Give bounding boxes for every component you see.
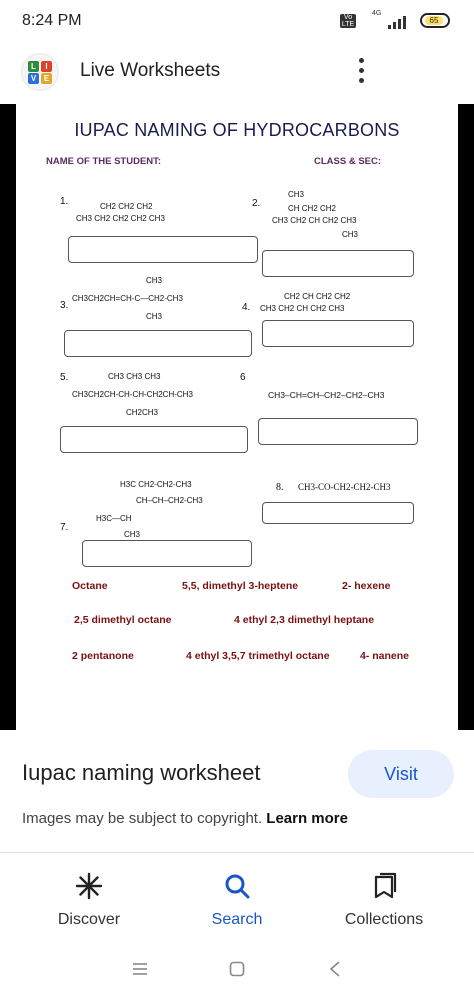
student-name-label: NAME OF THE STUDENT: <box>46 156 162 167</box>
battery-level: 65 <box>425 16 443 25</box>
asterisk-icon <box>75 872 103 900</box>
nav-collections[interactable] <box>324 872 444 929</box>
answer-box-3[interactable] <box>64 330 252 357</box>
image-viewer[interactable] <box>0 104 474 730</box>
signal-icon <box>388 15 414 29</box>
formula-line: CH3 <box>288 190 305 199</box>
answer-box-2[interactable] <box>262 250 414 277</box>
back-icon[interactable] <box>329 961 341 977</box>
question-number: 7. <box>60 522 69 533</box>
answer-box-8[interactable] <box>262 502 414 524</box>
nav-search[interactable] <box>177 872 297 929</box>
formula-line: H3C CH2-CH2-CH3 <box>120 480 192 489</box>
image-caption[interactable]: Iupac naming worksheet <box>22 760 261 785</box>
worksheet-title: IUPAC NAMING OF HYDROCARBONS <box>74 120 400 140</box>
logo-letter: V <box>28 73 39 84</box>
worksheet-image <box>16 104 458 730</box>
formula-line: CH2CH3 <box>126 408 159 417</box>
battery-icon <box>420 13 450 28</box>
answer-option[interactable]: Octane <box>72 580 108 592</box>
collections-icon <box>370 872 398 900</box>
question-number: 1. <box>60 196 69 207</box>
recent-apps-icon[interactable] <box>132 962 148 976</box>
learn-more-link[interactable]: Learn more <box>266 810 348 827</box>
formula-line: H3C—CH <box>96 514 132 523</box>
nav-label: Search <box>211 911 263 928</box>
search-icon <box>223 872 251 900</box>
question-number: 5. <box>60 372 69 383</box>
liveworksheets-logo[interactable] <box>22 54 58 90</box>
divider <box>0 852 474 853</box>
question-number: 4. <box>242 302 251 313</box>
formula-line: CH3 <box>146 276 163 285</box>
answer-box-1[interactable] <box>68 236 258 263</box>
bottom-navigation <box>0 862 474 932</box>
logo-letter: I <box>41 61 52 72</box>
formula-line: CH3 <box>342 230 359 239</box>
answer-option[interactable]: 2,5 dimethyl octane <box>74 614 172 626</box>
answer-box-5[interactable] <box>60 426 248 453</box>
answer-option[interactable]: 5,5, dimethyl 3-heptene <box>182 580 299 592</box>
question-number: 6 <box>240 372 246 383</box>
logo-letter: E <box>41 73 52 84</box>
formula-line: CH2 CH CH2 CH2 <box>284 292 351 301</box>
answer-option[interactable]: 2- hexene <box>342 580 391 592</box>
formula-line: CH CH2 CH2 <box>288 204 337 213</box>
formula-line: CH3 CH2 CH CH2 CH3 <box>260 304 345 313</box>
site-title[interactable]: Live Worksheets <box>80 60 221 81</box>
formula-line: CH3-CO-CH2-CH2-CH3 <box>298 482 391 492</box>
answer-option[interactable]: 4 ethyl 2,3 dimethyl heptane <box>234 614 375 626</box>
more-options-icon[interactable] <box>354 56 370 86</box>
formula-line: CH3 CH2 CH CH2 CH3 <box>272 216 357 225</box>
answer-box-6[interactable] <box>258 418 418 445</box>
answer-option[interactable]: 4 ethyl 3,5,7 trimethyl octane <box>186 650 330 662</box>
formula-line: CH3CH2CH-CH-CH-CH2CH-CH3 <box>72 390 193 399</box>
answer-box-7[interactable] <box>82 540 252 567</box>
logo-letter: L <box>28 61 39 72</box>
nav-label: Collections <box>344 911 424 928</box>
class-sec-label: CLASS & SEC: <box>314 156 382 167</box>
app-header <box>0 44 474 100</box>
system-navigation-bar <box>0 946 474 1000</box>
answer-option[interactable]: 2 pentanone <box>72 650 134 662</box>
formula-line: CH3CH2CH=CH-C—CH2-CH3 <box>72 294 183 303</box>
status-time: 8:24 PM <box>22 12 82 29</box>
formula-line: CH3 CH2 CH2 CH2 CH3 <box>76 214 165 223</box>
formula-line: CH–CH–CH2-CH3 <box>136 496 203 505</box>
formula-line: CH3 <box>146 312 163 321</box>
formula-line: CH3–CH=CH–CH2–CH2–CH3 <box>268 390 385 400</box>
visit-button[interactable]: Visit <box>348 750 454 798</box>
question-number: 2. <box>252 198 261 209</box>
formula-line: CH2 CH2 CH2 <box>100 202 153 211</box>
answer-option[interactable]: 4- nanene <box>360 650 410 662</box>
formula-line: CH3 <box>124 530 141 539</box>
nav-discover[interactable] <box>29 872 149 929</box>
status-bar <box>0 0 474 40</box>
nav-label: Discover <box>57 911 121 928</box>
volte-icon: Vo LTE <box>341 14 355 28</box>
answer-box-4[interactable] <box>262 320 414 347</box>
home-icon[interactable] <box>229 961 245 977</box>
copyright-notice: Images may be subject to copyright. Learn more <box>22 810 348 827</box>
formula-line: CH3 CH3 CH3 <box>108 372 161 381</box>
network-type: 4G <box>372 10 382 17</box>
question-number: 3. <box>60 300 69 311</box>
question-number: 8. <box>276 482 284 493</box>
